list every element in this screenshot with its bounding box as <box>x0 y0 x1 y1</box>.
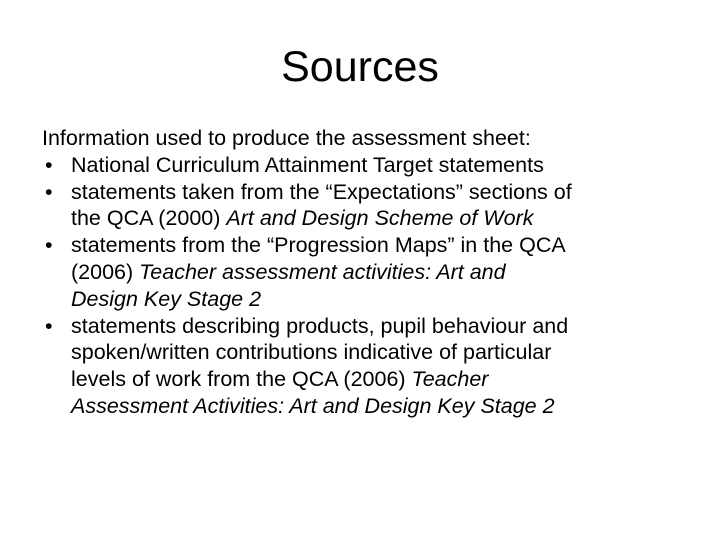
list-item <box>42 232 692 312</box>
publication-title: Design Key Stage 2 <box>71 286 262 311</box>
list-item-text-line <box>71 205 692 232</box>
list-item-text-line <box>71 259 692 286</box>
sources-list <box>42 152 692 420</box>
list-item-text: statements taken from the “Expectations” sections of <box>71 179 572 204</box>
publication-title: Assessment Activities: Art and Design Key Stage 2 <box>71 393 555 418</box>
text-plain: (2006) <box>71 259 140 284</box>
list-item-text: statements describing products, pupil behaviour and <box>71 313 569 338</box>
publication-title: Teacher assessment activities: Art and <box>139 259 506 284</box>
list-item-text-line <box>71 393 692 420</box>
list-item-text-line <box>71 366 692 393</box>
publication-title: Teacher <box>411 367 489 392</box>
slide-title: Sources <box>281 43 439 91</box>
list-item-text-line <box>71 286 692 313</box>
intro-text: Information used to produce the assessment sheet: <box>42 126 531 150</box>
bullet-icon: • <box>45 233 53 258</box>
bullet-icon: • <box>45 179 53 204</box>
bullet-icon: • <box>45 152 53 177</box>
list-item <box>42 179 692 233</box>
slide-body <box>42 125 692 420</box>
text-plain: the QCA (2000) <box>71 206 227 231</box>
list-item-text-line: spoken/written contributions indicative of particular <box>71 340 552 365</box>
text-plain: levels of work from the QCA (2006) <box>71 367 412 392</box>
list-item <box>42 313 692 420</box>
list-item-text: statements from the “Progression Maps” in the QCA <box>71 233 566 258</box>
list-item-text: National Curriculum Attainment Target statements <box>71 152 544 177</box>
bullet-icon: • <box>45 313 53 338</box>
list-item <box>42 152 692 179</box>
publication-title: Art and Design Scheme of Work <box>226 206 534 231</box>
